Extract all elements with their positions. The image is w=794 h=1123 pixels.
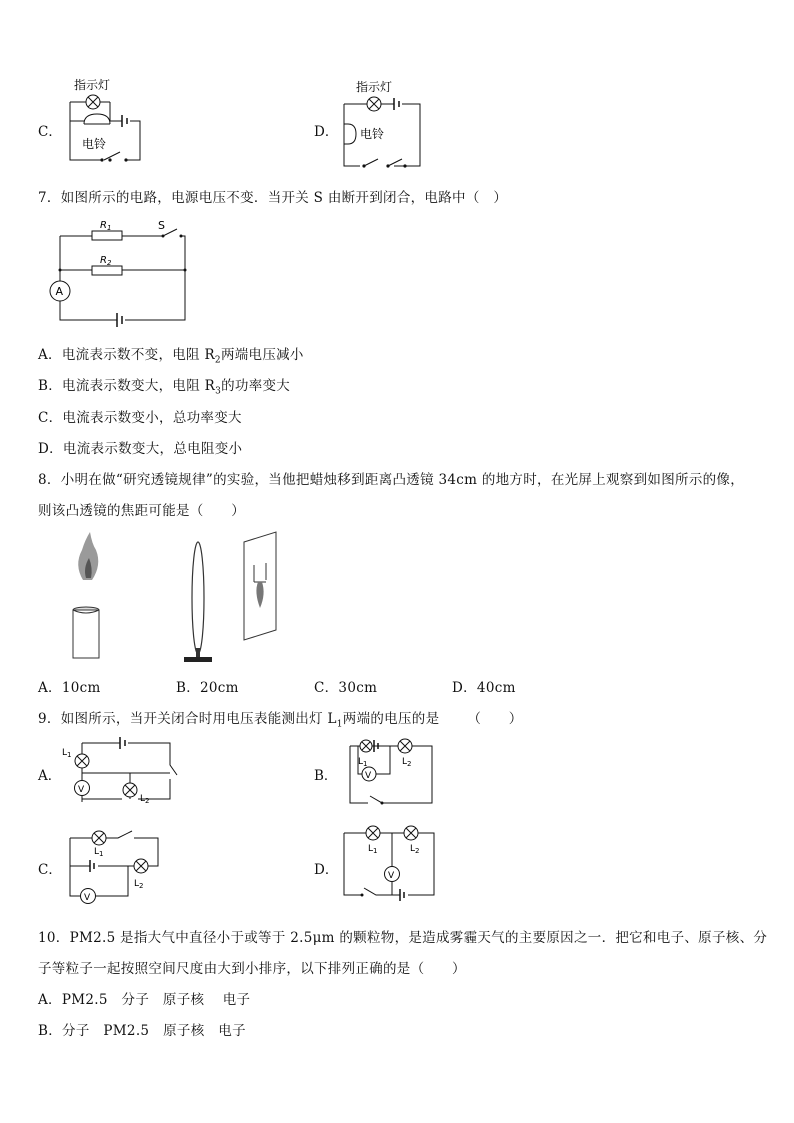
switch-icon <box>364 159 402 166</box>
q8-stem-line1: 8．小明在做“研究透镜规律”的实验，当他把蜡烛移到距离凸透镜 34cm 的地方时，在光屏上观察到如图所示的像， <box>38 472 745 488</box>
svg-text:L1: $L_1$ <box>62 748 72 759</box>
q6-option-d-label: D． <box>314 124 339 140</box>
q7-circuit <box>45 218 195 328</box>
q9-option-b-label: B． <box>314 768 338 784</box>
svg-text:L2: $L_2$ <box>410 844 420 855</box>
battery-icon <box>117 313 122 327</box>
lens-stand <box>184 657 212 662</box>
r2-resistor <box>92 266 122 275</box>
svg-text:R1: $R_1$ <box>100 220 112 232</box>
svg-text:R2: $R_2$ <box>100 255 112 267</box>
q9-circuit-b <box>346 736 436 806</box>
q7-option-b: B．电流表示数变大，电阻 $R_3$的功率变大 <box>38 378 291 397</box>
q9-option-c-label: C． <box>38 862 62 878</box>
q7-option-a: A．电流表示数不变，电阻 $R_2$两端电压减小 <box>38 347 304 366</box>
r1-resistor <box>92 231 122 240</box>
q10-stem-line2: 子等粒子一起按照空间尺度由大到小排序，以下排列正确的是（ ） <box>38 961 466 977</box>
candle-icon <box>73 610 99 658</box>
svg-text:V: V <box>78 785 85 795</box>
svg-text:L1: $L_1$ <box>368 844 378 855</box>
lamp-label: 指示灯 <box>74 78 111 92</box>
q7-stem: 7．如图所示的电路，电源电压不变．当开关 S 由断开到闭合，电路中（ ） <box>38 190 508 206</box>
q9-circuit-d <box>342 825 442 900</box>
bell-label: 电铃 <box>82 137 107 151</box>
q9-option-d-label: D． <box>314 862 339 878</box>
q8-option-b: B．20cm <box>176 680 239 696</box>
q8-option-a: A．10cm <box>38 680 101 696</box>
q8-stem-line2: 则该凸透镜的焦距可能是（ ） <box>38 503 245 519</box>
svg-text:A: A <box>55 285 64 298</box>
q10-option-b: B．分子 PM2.5 原子核 电子 <box>38 1023 246 1039</box>
svg-text:S: S <box>158 219 165 232</box>
svg-text:L2: $L_2$ <box>134 879 144 890</box>
battery-icon <box>394 98 399 110</box>
q10-stem-line1: 10．PM2.5 是指大气中直径小于或等于 2.5μm 的颗粒物，是造成雾霾天气的主要原因之一．把它和电子、原子核、分 <box>38 930 768 946</box>
svg-text:L1: $L_1$ <box>94 847 104 858</box>
battery-icon <box>122 115 127 127</box>
svg-text:L2: $L_2$ <box>402 757 412 768</box>
battery-icon <box>120 737 125 749</box>
q8-option-c: C．30cm <box>314 680 378 696</box>
battery-icon <box>400 889 404 901</box>
bell-icon <box>84 114 110 124</box>
q6-circuit-c <box>60 76 150 166</box>
lamp-label: 指示灯 <box>356 80 393 94</box>
q10-option-a: A．PM2.5 分子 原子核 电子 <box>38 992 251 1008</box>
battery-icon <box>90 860 94 872</box>
q9-circuit-c <box>66 826 166 906</box>
q7-option-d: D．电流表示数变大，总电阻变小 <box>38 441 243 457</box>
bell-label: 电铃 <box>360 127 385 141</box>
svg-text:L1: $L_1$ <box>358 757 368 768</box>
svg-text:V: V <box>84 893 91 903</box>
q6-option-c-label: C． <box>38 124 62 140</box>
convex-lens <box>192 542 204 654</box>
svg-text:V: V <box>365 771 372 781</box>
svg-text:V: V <box>388 871 395 881</box>
q8-option-d: D．40cm <box>452 680 516 696</box>
q6-circuit-d <box>336 76 426 171</box>
q9-circuit-a <box>62 735 182 805</box>
q7-option-c: C．电流表示数变小，总功率变大 <box>38 410 242 426</box>
q9-option-a-label: A． <box>38 768 62 784</box>
q9-stem: 9．如图所示，当开关闭合时用电压表能测出灯 $L_1$两端的电压的是 （ ） <box>38 711 523 730</box>
svg-text:L2: $L_2$ <box>140 794 150 805</box>
q8-screen <box>240 530 280 645</box>
bell-icon <box>344 124 356 144</box>
